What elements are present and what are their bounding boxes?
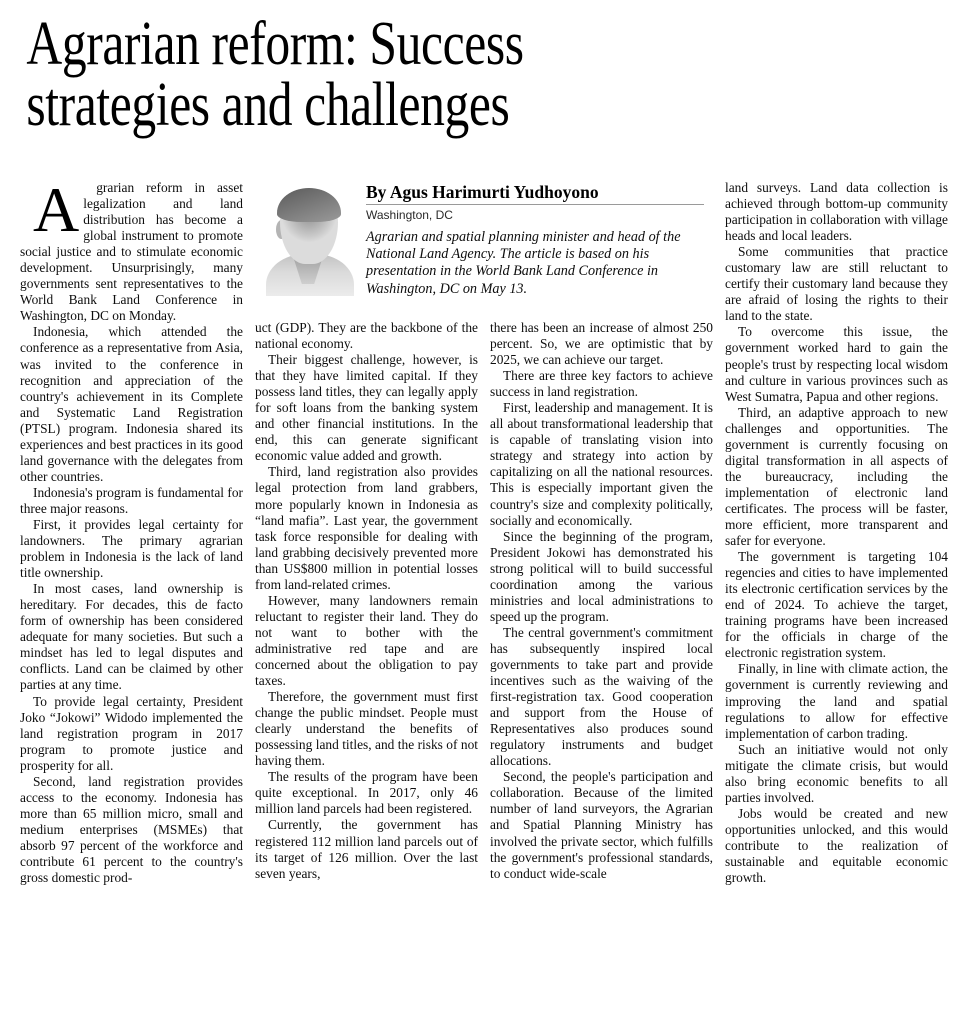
headline-line-1: Agrarian reform: Success bbox=[26, 10, 524, 78]
page-title bbox=[20, 0, 968, 139]
paragraph: To provide legal certainty, President Joko “Jokowi” Widodo implemented the land registration program in 2017 program to promote justice and prosperity for all. bbox=[20, 693, 243, 773]
paragraph: Currently, the government has registered 112 million land parcels out of its target of 126 million. Over the last seven years, bbox=[255, 817, 478, 881]
paragraph: First, it provides legal certainty for landowners. The primary agrarian problem in Indonesia is the lack of land title ownership. bbox=[20, 516, 243, 581]
paragraph: However, many landowners remain reluctant to register their land. They do not want to bother with the administrative red tape and are concerned about the obligation to pay taxes. bbox=[255, 592, 478, 689]
paragraph: Some communities that practice customary law are still reluctant to certify their customary land because they are afraid of losing the rights to their land to the state. bbox=[725, 244, 948, 324]
paragraph: To overcome this issue, the government worked hard to gain the people's trust by respecting local wisdom and culture in various provinces such as West Sumatra, Papua and other regions. bbox=[725, 324, 948, 404]
paragraph: land surveys. Land data collection is achieved through bottom-up community participation in collaboration with village heads and local leaders. bbox=[725, 180, 948, 244]
author-name: By Agus Harimurti Yudhoyono bbox=[366, 182, 599, 202]
paragraph bbox=[20, 180, 243, 324]
paragraph: The government is targeting 104 regencies and cities to have implemented its electronic certification services by the end of 2024. To achieve the target, training programs have been increased for the officials in charge of the electronic registration system. bbox=[725, 549, 948, 661]
paragraph-text: grarian reform in asset legalization and land distribution has become a global instrument to promote social justice and to stimulate economic development. Unsurprisingly, many governments sent representatives to the World Bank Land Conference in Washington, DC on Monday. bbox=[20, 180, 243, 324]
article-column-2 bbox=[255, 180, 478, 1018]
byline-spacer bbox=[490, 180, 713, 320]
author-location: Washington, DC bbox=[366, 208, 453, 222]
drop-cap: A bbox=[33, 180, 80, 245]
paragraph: Their biggest challenge, however, is that they have limited capital. If they possess land titles, they can legally apply for soft loans from the banking system and other financial institutions. In the end, this can generate significant economic value added and growth. bbox=[255, 352, 478, 464]
paragraph: Third, an adaptive approach to new challenges and opportunities. The government is currently focusing on digital transformation in all aspects of the bureaucracy, including the implementation of electronic land certificates. The process will be faster, more efficient, more transparent and safer for everyone. bbox=[725, 404, 948, 549]
paragraph: Jobs would be created and new opportunities unlocked, and this would contribute to the realization of sustainable and equitable economic growth. bbox=[725, 805, 948, 886]
paragraph: First, leadership and management. It is all about transformational leadership that is capable of translating vision into strategy and strategy into action by capitalizing on all the national resources. This is especially important given the country's size and complexity politically, socially and economically. bbox=[490, 400, 713, 528]
paragraph: Finally, in line with climate action, the government is currently reviewing and improving the land and spatial regulations to allow for effective implementation of carbon trading. bbox=[725, 661, 948, 741]
paragraph: Therefore, the government must first change the public mindset. People must clearly understand the benefits of possessing land titles, and the risks of not having them. bbox=[255, 689, 478, 769]
author-bio: Agrarian and spatial planning minister and head of the National Land Agency. The article is based on his presentation in the World Bank Land Conference in Washington, DC on May 13. bbox=[366, 229, 681, 297]
paragraph: In most cases, land ownership is hereditary. For decades, this de facto form of ownership has been considered adequate for many societies. But such a mindset has led to legal disputes and conflicts. Land can be claimed by other parties at any time. bbox=[20, 581, 243, 693]
paragraph: Third, land registration also provides legal protection from land grabbers, more popularly known in Indonesia as “land mafia”. Last year, the government task force responsible for dealing with land grabbing decisively prevented more than US$800 million in potential losses from land-related crimes. bbox=[255, 464, 478, 592]
paragraph: Since the beginning of the program, President Jokowi has demonstrated his strong political will to build successful coordination among the various ministries and local administrations to speed up the program. bbox=[490, 528, 713, 624]
byline-spacer bbox=[255, 180, 478, 320]
paragraph: uct (GDP). They are the backbone of the national economy. bbox=[255, 320, 478, 352]
paragraph: Second, land registration provides access to the economy. Indonesia has more than 65 million micro, small and medium enterprises (MSMEs) that absorb 97 percent of the workforce and contribute 61 percent to the country's gross domestic prod- bbox=[20, 773, 243, 886]
paragraph: Such an initiative would not only mitigate the climate crisis, but would also bring economic benefits to all parties involved. bbox=[725, 741, 948, 805]
paragraph: There are three key factors to achieve success in land registration. bbox=[490, 368, 713, 400]
paragraph: Indonesia's program is fundamental for three major reasons. bbox=[20, 484, 243, 516]
article-column-4 bbox=[725, 180, 948, 1018]
article-column-1 bbox=[20, 180, 243, 1018]
paragraph: there has been an increase of almost 250 percent. So, we are optimistic that by 2025, we can achieve our target. bbox=[490, 320, 713, 368]
paragraph: Indonesia, which attended the conference as a representative from Asia, was invited to the conference in recognition and appreciation of the country's achievement in its Complete and Systematic Land Registration (PTSL) program. Indonesia shared its experiences and best practices in its good land governance with the delegates from other countries. bbox=[20, 324, 243, 484]
paragraph: Second, the people's participation and collaboration. Because of the limited number of land surveyors, the Agrarian and Spatial Planning Ministry has involved the private sector, which fulfills the government's professional standards, to conduct wide-scale bbox=[490, 769, 713, 881]
article-body bbox=[20, 180, 948, 1018]
article-column-3 bbox=[490, 180, 713, 1018]
headline-line-2: strategies and challenges bbox=[26, 70, 510, 139]
paragraph: The results of the program have been quite exceptional. In 2017, only 46 million land parcels had been registered. bbox=[255, 769, 478, 817]
paragraph: The central government's commitment has subsequently inspired local governments to take part and provide incentives such as the waiving of the first-registration tax. Good cooperation and support from the House of Representatives also produces sound regulatory instruments and budget allocations. bbox=[490, 624, 713, 769]
